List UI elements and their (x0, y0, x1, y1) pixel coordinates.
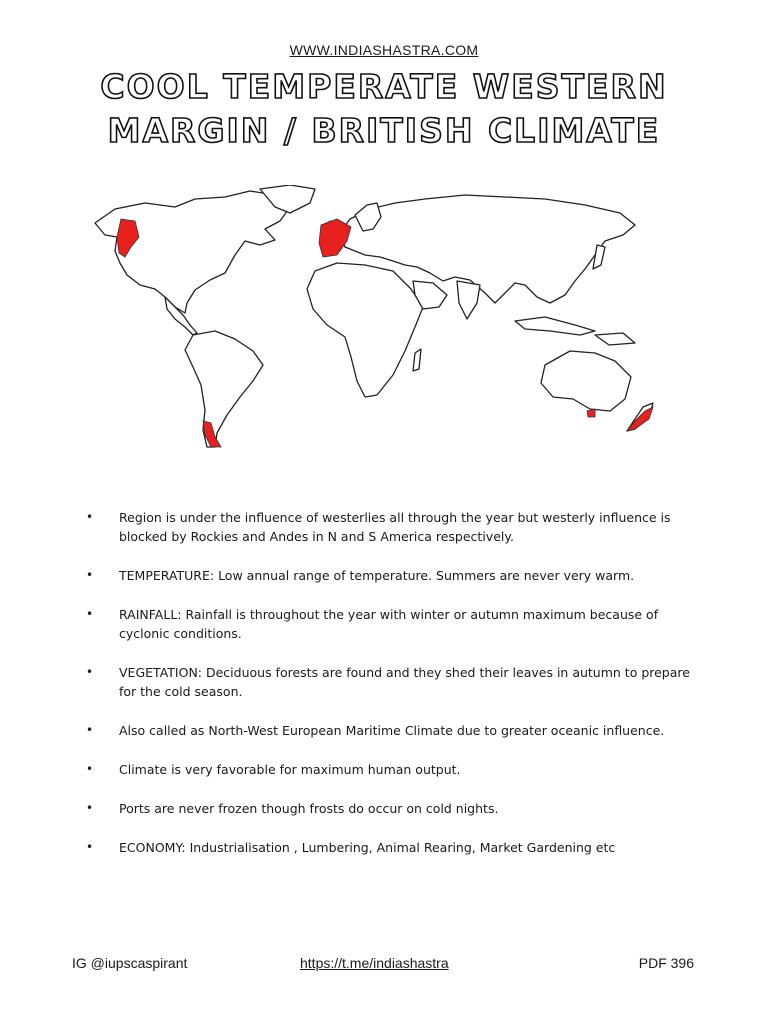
telegram-link[interactable]: https://t.me/indiashastra (300, 955, 449, 971)
indonesia-landmass (515, 317, 595, 335)
south-america-landmass (185, 331, 263, 447)
australia-landmass (541, 351, 631, 411)
africa-landmass (307, 263, 423, 397)
page-footer (72, 955, 694, 975)
page-number: PDF 396 (638, 955, 694, 971)
world-map (75, 185, 695, 455)
title-line-1: COOL TEMPERATE WESTERN (100, 67, 668, 106)
title-line-2: MARGIN / BRITISH CLIMATE (107, 111, 661, 150)
site-url-link[interactable]: WWW.INDIASHASTRA.COM (289, 42, 479, 58)
instagram-handle: IG @iupscaspirant (72, 955, 188, 971)
madagascar-landmass (413, 349, 421, 371)
climate-points-list (86, 508, 706, 877)
page-title (0, 62, 768, 162)
point-alt-name: • Also called as North-West European Maritime Climate due to greater oceanic influence. (86, 721, 706, 740)
point-rainfall: • RAINFALL: Rainfall is throughout the year with winter or autumn maximum because of cyclonic conditions. (86, 605, 706, 643)
india-landmass (457, 281, 480, 319)
new-guinea-landmass (595, 333, 635, 345)
zone-nw-europe (319, 219, 351, 257)
point-human-output: • Climate is very favorable for maximum human output. (86, 760, 706, 779)
point-ports: • Ports are never frozen though frosts do occur on cold nights. (86, 799, 706, 818)
point-economy: • ECONOMY: Industrialisation , Lumbering, Animal Rearing, Market Gardening etc (86, 838, 706, 857)
point-westerlies: • Region is under the influence of westerlies all through the year but westerly influence is blocked by Rockies and Andes in N and S America respectively. (86, 508, 706, 546)
zone-se-australia (587, 409, 595, 417)
point-vegetation: • VEGETATION: Deciduous forests are found and they shed their leaves in autumn to prepare for the cold season. (86, 663, 706, 701)
point-temperature: • TEMPERATURE: Low annual range of temperature. Summers are never very warm. (86, 566, 706, 585)
